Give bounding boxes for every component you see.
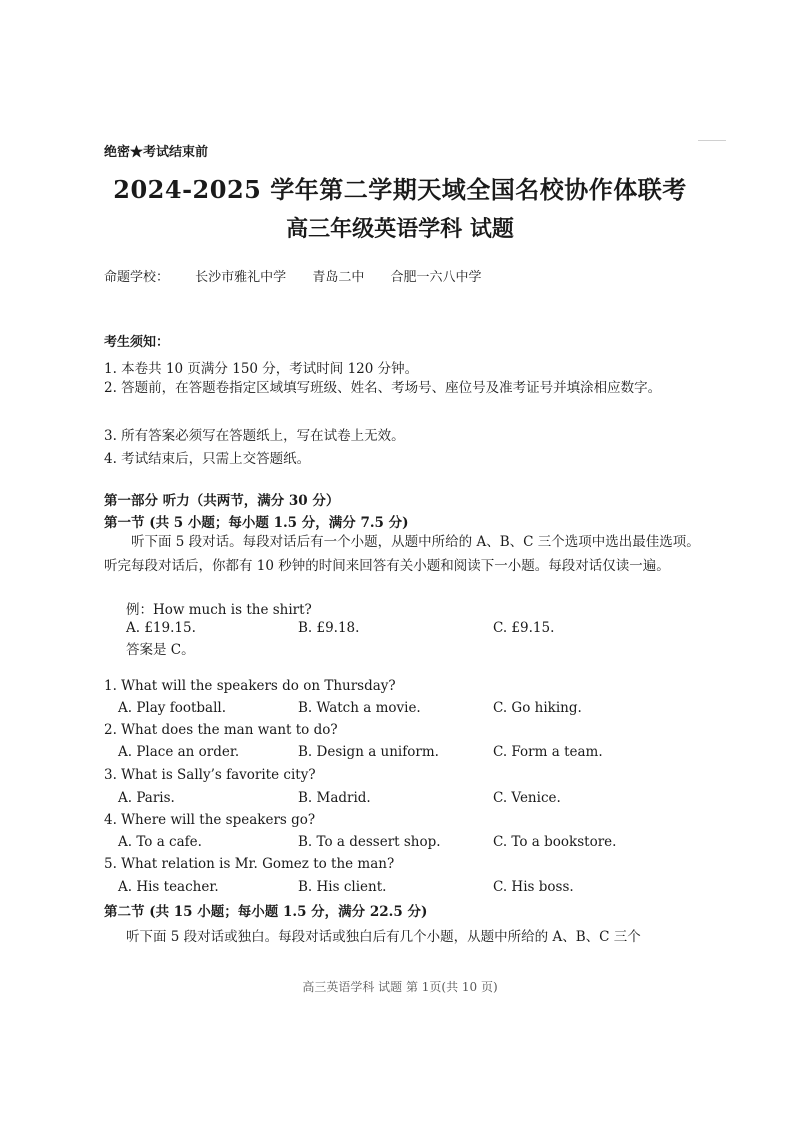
section-instructions: 听下面 5 段对话。每段对话后有一个小题，从题中所给的 A、B、C 三个选项中选出最佳选项。听完每段对话后，你都有 10 秒钟的时间来回答有关小题和阅读下一小题。每段对话仅读一遍。 — [104, 534, 700, 574]
answer-option: A. To a cafe. — [118, 834, 202, 850]
part-heading: 第一部分 听力（共两节，满分 30 分） — [104, 493, 340, 509]
answer-option: A. Paris. — [118, 790, 175, 806]
answer-option: A. Play football. — [118, 700, 226, 716]
notice-item: 3. 所有答案必须写在答题纸上，写在试卷上无效。 — [104, 428, 405, 444]
example-answer: 答案是 C。 — [126, 642, 195, 658]
question-text: 5. What relation is Mr. Gomez to the man? — [104, 856, 395, 872]
notice-item: 1. 本卷共 10 页满分 150 分，考试时间 120 分钟。 — [104, 361, 419, 377]
answer-option: A. His teacher. — [118, 879, 219, 895]
school-name: 青岛二中 — [312, 270, 365, 285]
question-text: 4. Where will the speakers go? — [104, 812, 316, 828]
question-text: 2. What does the man want to do? — [104, 722, 338, 738]
notice-item: 2. 答题前，在答题卷指定区域填写班级、姓名、考场号、座位号及准考证号并填涂相应数字。 — [104, 380, 662, 396]
page-footer: 高三英语学科 试题 第 1页(共 10 页) — [302, 980, 498, 994]
section-heading: 第二节 (共 15 小题；每小题 1.5 分，满分 22.5 分) — [104, 904, 428, 920]
example-question: 例：How much is the shirt? — [126, 602, 312, 618]
question-text: 1. What will the speakers do on Thursday? — [104, 678, 396, 694]
section-heading: 第一节 (共 5 小题；每小题 1.5 分，满分 7.5 分) — [104, 515, 409, 531]
answer-option: B. Design a uniform. — [298, 744, 439, 760]
answer-option: C. Venice. — [493, 790, 561, 806]
example-option: C. £9.15. — [493, 620, 555, 636]
schools-line — [104, 266, 503, 285]
answer-option: C. To a bookstore. — [493, 834, 617, 850]
example-option: A. £19.15. — [126, 620, 196, 636]
scan-artifact-line — [698, 140, 726, 141]
school-name: 合肥一六八中学 — [390, 270, 482, 285]
answer-option: C. His boss. — [493, 879, 574, 895]
question-text: 3. What is Sally’s favorite city? — [104, 767, 316, 783]
schools-label: 命题学校： — [104, 270, 170, 285]
confidential-mark: 绝密★考试结束前 — [104, 145, 209, 160]
answer-option: B. To a dessert shop. — [298, 834, 441, 850]
answer-option: B. Watch a movie. — [298, 700, 421, 716]
notice-title: 考生须知： — [104, 335, 170, 350]
school-name: 长沙市雅礼中学 — [195, 270, 287, 285]
answer-option: A. Place an order. — [118, 744, 240, 760]
answer-option: C. Form a team. — [493, 744, 603, 760]
example-option: B. £9.18. — [298, 620, 360, 636]
answer-option: B. Madrid. — [298, 790, 371, 806]
answer-option: B. His client. — [298, 879, 387, 895]
exam-subtitle: 高三年级英语学科 试题 — [286, 216, 514, 242]
section-instructions: 听下面 5 段对话或独白。每段对话或独白后有几个小题，从题中所给的 A、B、C 三个 — [126, 929, 641, 945]
notice-item: 4. 考试结束后，只需上交答题纸。 — [104, 451, 311, 467]
answer-option: C. Go hiking. — [493, 700, 582, 716]
exam-title: 2024-2025 学年第二学期天域全国名校协作体联考 — [113, 175, 687, 204]
